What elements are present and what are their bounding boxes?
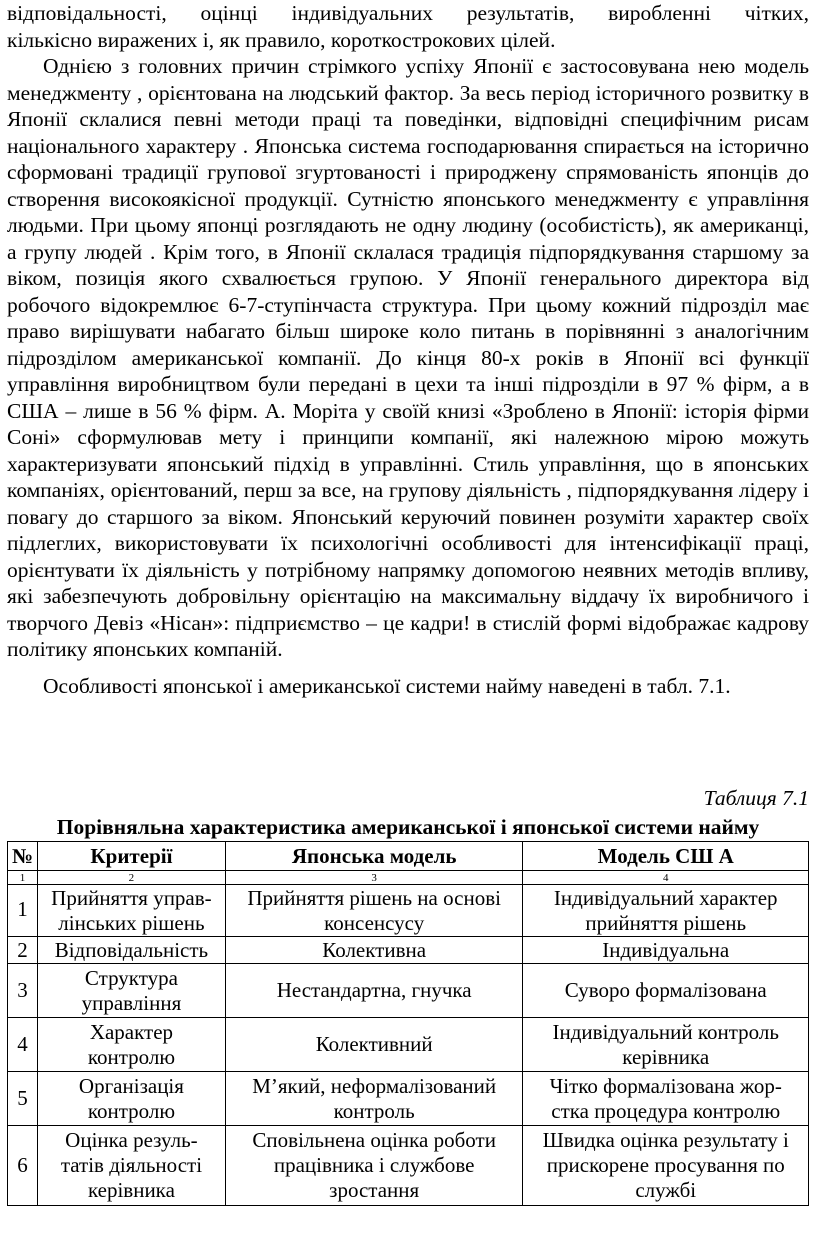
table-column-numbers-row bbox=[8, 871, 809, 885]
paragraph-table-reference: Особливості японської і американської системи найму наведені в табл. 7.1. bbox=[43, 673, 731, 698]
table-row bbox=[8, 1072, 809, 1126]
row-number: 5 bbox=[8, 1072, 38, 1126]
row-japan-value: Колективна bbox=[225, 937, 523, 964]
row-criterion: Оцінка резуль-татів діяльності керівника bbox=[37, 1126, 225, 1206]
document-page bbox=[7, 0, 809, 1202]
table-header-row bbox=[8, 842, 809, 871]
row-criterion: Організація контролю bbox=[37, 1072, 225, 1126]
row-number: 1 bbox=[8, 885, 38, 937]
row-japan-value: Сповільнена оцінка роботи працівника і службове зростання bbox=[225, 1126, 523, 1206]
row-usa-value: Чітко формалізована жор-стка процедура контролю bbox=[523, 1072, 809, 1126]
row-usa-value: Швидка оцінка результату і прискорене просування по службі bbox=[523, 1126, 809, 1206]
row-criterion: Відповідальність bbox=[37, 937, 225, 964]
row-japan-value: Прийняття рішень на основі консенсусу bbox=[225, 885, 523, 937]
para1-line2: кількісно виражених і, як правило, короткострокових цілей. bbox=[7, 27, 556, 52]
column-number: 3 bbox=[225, 871, 523, 885]
para1-line1: відповідальності, оцінці індивідуальних результатів, виробленні чітких, bbox=[7, 1, 809, 25]
row-number: 4 bbox=[8, 1018, 38, 1072]
header-usa-model: Модель СШ А bbox=[523, 842, 809, 871]
header-number: № bbox=[8, 842, 38, 871]
row-number: 2 bbox=[8, 937, 38, 964]
comparison-table bbox=[7, 841, 809, 1206]
row-japan-value: Колективний bbox=[225, 1018, 523, 1072]
row-usa-value: Суворо формалізована bbox=[523, 964, 809, 1018]
table-title: Порівняльна характеристика американської і японської системи найму bbox=[56, 815, 760, 839]
row-japan-value: Нестандартна, гнучка bbox=[225, 964, 523, 1018]
column-number: 4 bbox=[523, 871, 809, 885]
header-japan-model: Японська модель bbox=[225, 842, 523, 871]
table-row bbox=[8, 964, 809, 1018]
table-row bbox=[8, 885, 809, 937]
row-usa-value: Індивідуальна bbox=[523, 937, 809, 964]
paragraph-japan-management: Однією з головних причин стрімкого успіху Японії є застосовувана нею модель менеджменту , орієнтована на людський фактор. За весь період історичного розвитку в Японії склалися певні методи праці та поведінки, відповідні специфічним рисам національного характеру . Японська система господарювання спирається на історично сформовані традиції групової згуртованості і природжену спрямованість японців до створення високоякісної продукції. Сутністю японського менеджменту є управління людьми. При цьому японці розглядають не одну людину (особистість), як американці, а групу людей . Крім того, в Японії склалася традиція підпорядкування старшому за віком, позиція якого схвалюється групою. У Японії генерального директора від робочого відокремлює 6-7-ступінчаста структура. При цьому кожний підрозділ має право вирішувати набагато більш широке коло питань в порівнянні з аналогічним підрозділом американської компанії. До кінця 80-х років в Японії всі функції управління виробництвом були передані в цехи та інші підрозділи в 97 % фірм, а в США – лише в 56 % фірм. А. Моріта у своїй книзі «Зроблено в Японії: історія фірми Соні» сформулював мету і принципи компанії, які належною мірою можуть характеризувати японський підхід в управлінні. Стиль управління, що в японських компаніях, орієнтований, перш за все, на групову діяльність , підпорядкування лідеру і повагу до старшого за віком. Японський керуючий повинен розуміти характер своїх підлеглих, використовувати їх психологічні особливості для інтенсифікації праці, орієнтувати їх діяльність у потрібному напрямку допомогою неявних методів впливу, які забезпечують добровільну орієнтацію на максимальну віддачу їх виробничого і творчого Девіз «Нісан»: підприємство – це кадри! в стислій формі відображає кадрову політику японських компаній. bbox=[7, 54, 809, 661]
paragraph-continuation-end bbox=[7, 27, 809, 54]
table-caption: Таблиця 7.1 bbox=[703, 786, 809, 810]
row-number: 3 bbox=[8, 964, 38, 1018]
row-criterion: Структура управління bbox=[37, 964, 225, 1018]
row-japan-value: М’який, неформалізований контроль bbox=[225, 1072, 523, 1126]
row-usa-value: Індивідуальний характер прийняття рішень bbox=[523, 885, 809, 937]
table-row bbox=[8, 1018, 809, 1072]
column-number: 1 bbox=[8, 871, 38, 885]
row-number: 6 bbox=[8, 1126, 38, 1206]
paragraph-continuation bbox=[7, 0, 809, 27]
row-criterion: Характер контролю bbox=[37, 1018, 225, 1072]
table-row bbox=[8, 1126, 809, 1206]
table-row bbox=[8, 937, 809, 964]
column-number: 2 bbox=[37, 871, 225, 885]
row-usa-value: Індивідуальний контроль керівника bbox=[523, 1018, 809, 1072]
header-criteria: Критерії bbox=[37, 842, 225, 871]
row-criterion: Прийняття управ-лінських рішень bbox=[37, 885, 225, 937]
